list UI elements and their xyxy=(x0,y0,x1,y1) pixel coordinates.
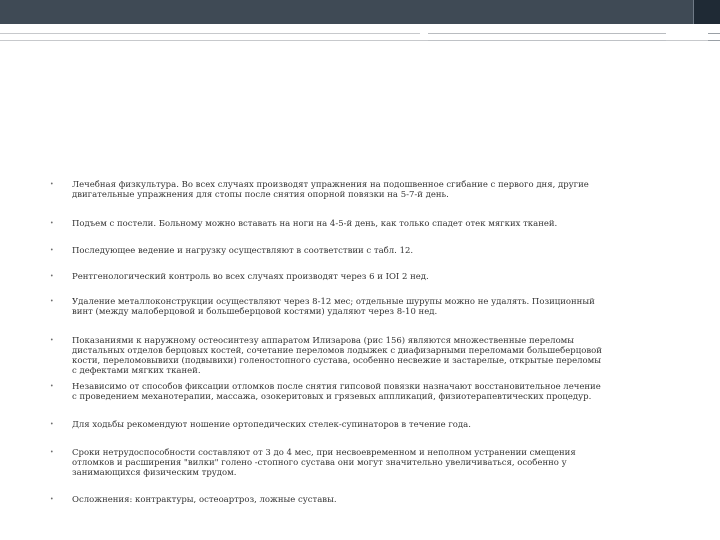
bullet-text: Осложнения: контрактуры, остеоартроз, ложные суставы. xyxy=(72,495,337,505)
bullet-text: Независимо от способов фиксации отломков после снятия гипсовой повязки назначают восстановительное лечение с проведением механотерапии, массажа, озокеритовых и грязевых аппликаций, физиотерапевтических процедур. xyxy=(72,382,601,402)
bullet-text: Удаление металлоконструкции осуществляют через 8-12 мес; отдельные шурупы можно не удалять. Позиционный винт (между малоберцовой и большеберцовой костями) удаляют через 8-10 нед. xyxy=(72,297,595,317)
bullet-text: Показаниями к наружному остеосинтезу аппаратом Илизарова (рис 156) являются множественные переломы дистальных отделов берцовых костей, сочетание переломов лодыжек с диафизарными переломами большеберцовой кости, переломовывихи (подвывихи) голеностопного сустава, особенно несвежие и застарелые, открытые переломы с дефектами мягких тканей. xyxy=(72,336,602,376)
bullet-marker: • xyxy=(50,496,54,503)
bullet-marker: • xyxy=(50,383,54,390)
bullet-text: Лечебная физкультура. Во всех случаях производят упражнения на подошвенное сгибание с первого дня, другие двигательные упражнения для стопы после снятия опорной повязки на 5-7-й день. xyxy=(72,180,589,200)
bullet-marker: • xyxy=(50,421,54,428)
bullet-text: Последующее ведение и нагрузку осуществляют в соответствии с табл. 12. xyxy=(72,246,414,256)
header-rule-edge-upper xyxy=(708,33,720,34)
bullet-marker: • xyxy=(50,220,54,227)
bullet-text: Рентгенологический контроль во всех случаях производят через 6 и IOI 2 нед. xyxy=(72,272,429,282)
slide-top-bar xyxy=(0,0,720,24)
bullet-marker: • xyxy=(50,337,54,344)
bullet-marker: • xyxy=(50,273,54,280)
slide-top-bar-divider xyxy=(693,0,694,24)
bullet-text: Для ходьбы рекомендуют ношение ортопедических стелек-супинаторов в течение года. xyxy=(72,420,471,430)
header-rule-right-upper xyxy=(428,33,666,34)
header-rule-edge-lower xyxy=(708,40,720,41)
bullet-marker: • xyxy=(50,181,54,188)
slide-top-bar-accent xyxy=(693,0,720,24)
header-rule-right-lower xyxy=(428,40,666,41)
bullet-marker: • xyxy=(50,298,54,305)
bullet-marker: • xyxy=(50,449,54,456)
header-rule-left-upper xyxy=(0,33,420,34)
bullet-marker: • xyxy=(50,247,54,254)
bullet-text: Сроки нетрудоспособности составляют от 3 до 4 мес, при несвоевременном и неполном устранении смещения отломков и расширения "вилки" голено -стопного сустава они могут значительно увеличиваться, особенно у занимающихся физическим трудом. xyxy=(72,448,576,478)
bullet-text: Подъем с постели. Больному можно вставать на ноги на 4-5-й день, как только спадет отек мягких тканей. xyxy=(72,219,558,229)
